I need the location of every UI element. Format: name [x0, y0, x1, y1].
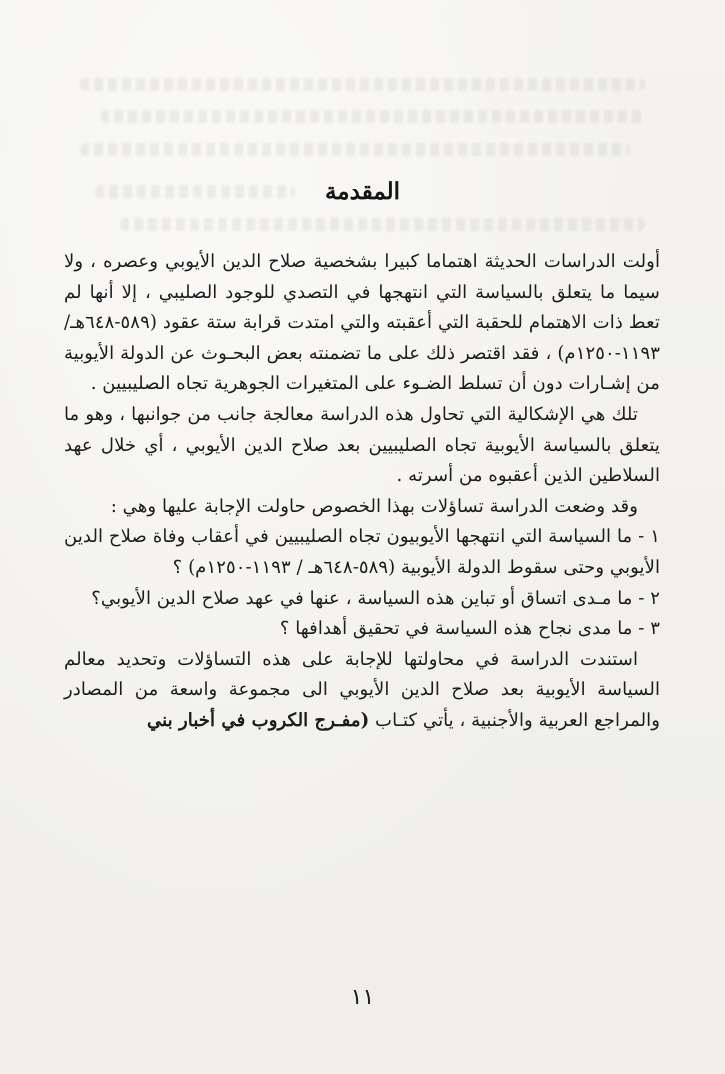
bleed-through-text — [100, 110, 645, 123]
bleed-through-text — [120, 218, 645, 231]
question-item: ١ - ما السياسة التي انتهجها الأيوبيون تجاه الصليبيين في أعقاب وفاة صلاح الدين الأيوبي وحتى سقوط الدولة الأيوبية (٥٨٩-٦٤٨هـ / ١١٩٣-١٢٥٠م) ؟ — [64, 526, 660, 578]
book-title: (مفـرج الكروب في أخبار بني — [146, 709, 370, 731]
sources-paragraph — [64, 645, 660, 737]
bleed-through-text — [80, 78, 645, 91]
question-item: ٣ - ما مدى نجاح هذه السياسة في تحقيق أهدافها ؟ — [279, 618, 660, 640]
problem-paragraph: تلك هي الإشكالية التي تحاول هذه الدراسة معالجة جانب من جوانبها ، وهو ما يتعلق بالسياسة الأيوبية تجاه الصليبيين بعد صلاح الدين الأيوبي ، أي خلال عهد السلاطين الذين أعقبوه من أسرته . — [64, 403, 660, 487]
page-title: المقدمة — [324, 178, 401, 205]
bleed-through-text — [80, 143, 630, 156]
questions-intro-paragraph: وقد وضعت الدراسة تساؤلات بهذا الخصوص حاولت الإجابة عليها وهي : — [110, 495, 638, 517]
intro-paragraph: أولت الدراسات الحديثة اهتماما كبيرا بشخصية صلاح الدين الأيوبي وعصره ، ولا سيما ما يتعلق بالسياسة التي انتهجها في التصدي للوجود الصليبي ، إلا أنها لم تعط ذات الاهتمام للحقبة التي أعقبته والتي امتدت قرابة ستة عقود (٥٨٩-٦٤٨هـ/١١٩٣-١٢٥٠م) ، فقد اقتصر ذلك على ما تضمنته بعض البحـوث عن الدولة الأيوبية من إشـارات دون أن تسلط الضـوء على المتغيرات الجوهرية تجاه الصليبيين . — [64, 251, 660, 395]
question-item: ٢ - ما مـدى اتساق أو تباين هذه السياسة ، عنها في عهد صلاح الدين الأيوبي؟ — [91, 587, 660, 609]
page-number: ١١ — [350, 985, 375, 1010]
sources-text: استندت الدراسة في محاولتها للإجابة على هذه التساؤلات وتحديد معالم السياسة الأيوبية بعد صلاح الدين الأيوبي الى مجموعة واسعة من المصادر والمراجع العربية والأجنبية ، يأتي كتـاب — [64, 648, 660, 731]
body-text — [64, 247, 660, 737]
